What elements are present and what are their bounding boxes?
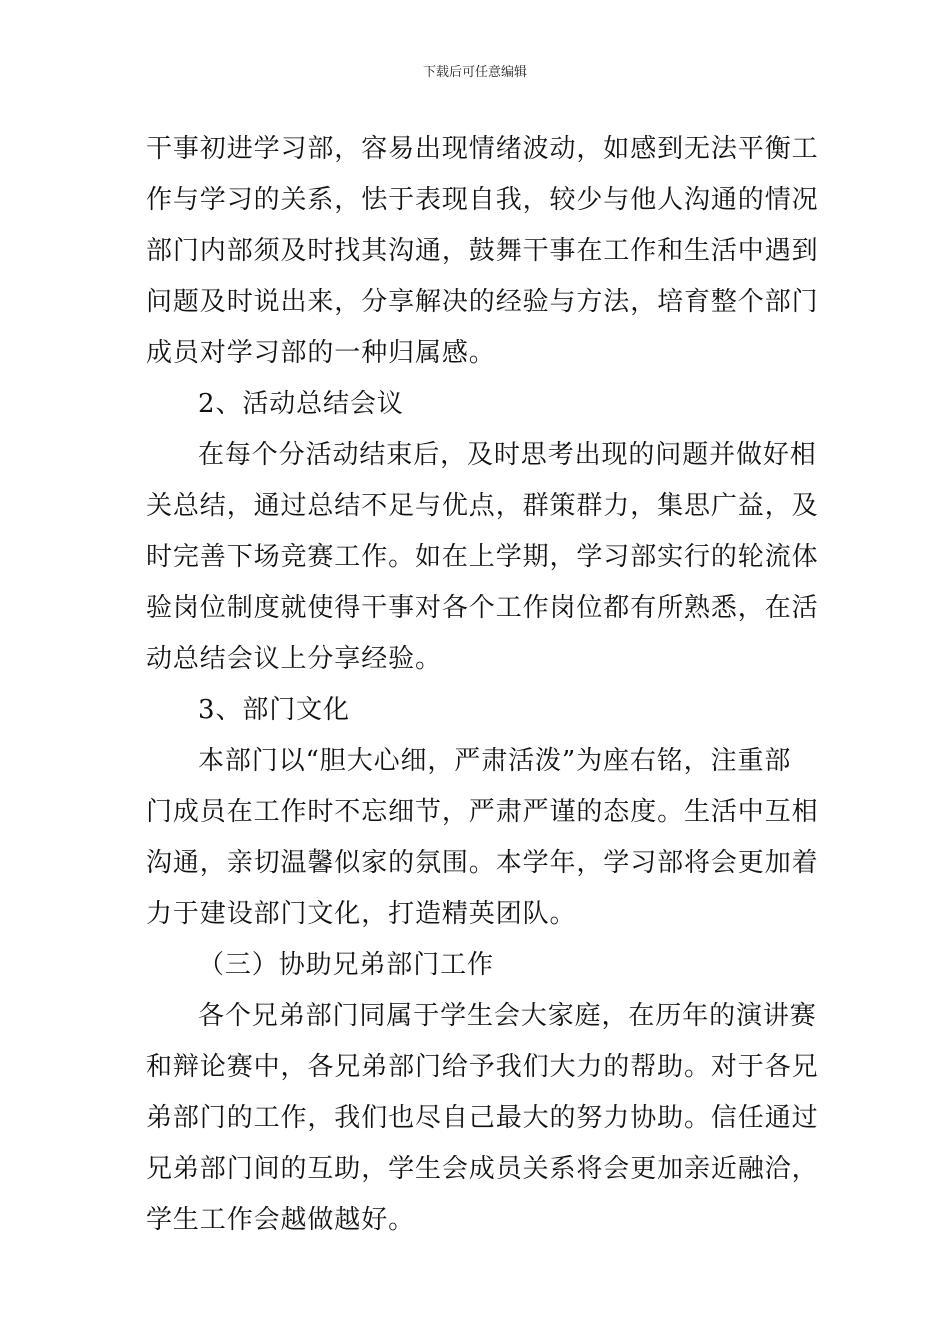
text-line: 各个兄弟部门同属于学生会大家庭，在历年的演讲赛 (198, 1001, 817, 1031)
text-line: 在每个分活动结束后，及时思考出现的问题并做好相 (198, 440, 817, 470)
text-line: 动总结会议上分享经验。 (146, 644, 442, 674)
text-line: 干事初进学习部，容易出现情绪波动，如感到无法平衡工 (146, 134, 819, 164)
text-line: 门成员在工作时不忘细节，严肃严谨的态度。生活中互相 (146, 797, 819, 827)
text-line: 时完善下场竞赛工作。如在上学期，学习部实行的轮流体 (146, 542, 819, 572)
text-line: 成员对学习部的一种归属感。 (146, 338, 496, 368)
text-line: 弟部门的工作，我们也尽自己最大的努力协助。信任通过 (146, 1103, 819, 1133)
section-heading: （三）协助兄弟部门工作 (198, 950, 494, 980)
text-line: 验岗位制度就使得干事对各个工作岗位都有所熟悉，在活 (146, 593, 819, 623)
header-note: 下载后可任意编辑 (422, 65, 527, 80)
text-line: 学生工作会越做越好。 (146, 1205, 416, 1235)
text-line: 力于建设部门文化，打造精英团队。 (146, 899, 577, 929)
text-line: 兄弟部门间的互助，学生会成员关系将会更加亲近融洽， (146, 1154, 819, 1184)
document-body (146, 124, 819, 1246)
text-line: 作与学习的关系，怯于表现自我，较少与他人沟通的情况 (146, 185, 819, 215)
text-line: 问题及时说出来，分享解决的经验与方法，培育整个部门 (146, 287, 819, 317)
section-heading: 3、部门文化 (198, 695, 350, 725)
text-line: 部门内部须及时找其沟通，鼓舞干事在工作和生活中遇到 (146, 236, 819, 266)
text-line: 沟通，亲切温馨似家的氛围。本学年，学习部将会更加着 (146, 848, 819, 878)
section-heading: 2、活动总结会议 (198, 389, 404, 419)
text-line: 关总结，通过总结不足与优点，群策群力，集思广益，及 (146, 491, 819, 521)
text-line: 本部门以“胆大心细，严肃活泼”为座右铭，注重部 (198, 746, 792, 776)
text-line: 和辩论赛中，各兄弟部门给予我们大力的帮助。对于各兄 (146, 1052, 819, 1082)
